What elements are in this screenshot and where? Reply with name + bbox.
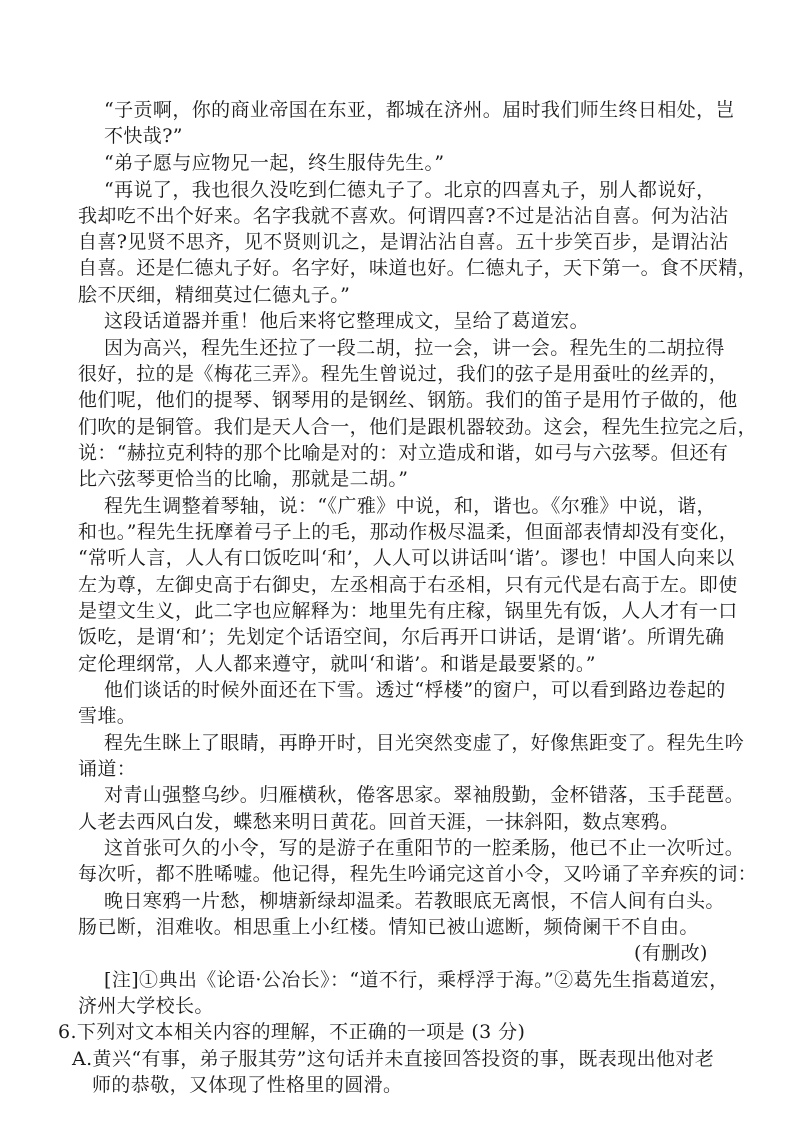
text-line: 诵道： (78, 758, 137, 780)
poem-line: 人老去西风白发，蝶愁来明日黄花。回首天涯，一抹斜阳，数点寒鸦。 (78, 811, 680, 833)
text-line: “弟子愿与应物兄一起，终生服侍先生。” (104, 152, 445, 174)
text-line: 比六弦琴更恰当的比喻，那就是二胡。” (78, 468, 409, 490)
text-line: 程先生眯上了眼睛，再睁开时，目光突然变虚了，好像焦距变了。程先生吟 (104, 732, 745, 754)
option-a-line: 师的恭敬，又体现了性格里的圆滑。 (92, 1074, 403, 1096)
text-line: 程先生调整着琴轴，说：“《广雅》中说，和，谐也。《尔雅》中说，谐， (104, 495, 716, 517)
footnote-line: [注]①典出《论语·公冶长》：“道不行，乘桴浮于海。”②葛先生指葛道宏， (104, 969, 729, 991)
text-line: 定伦理纲常，人人都来遵守，就叫‘和谐’。和谐是最要紧的。” (78, 653, 596, 675)
text-line: 自喜。还是仁德丸子好。名字好，味道也好。仁德丸子，天下第一。食不厌精， (78, 257, 758, 279)
poem-line: 肠已断，泪难收。相思重上小红楼。情知已被山遮断，频倚阑干不自由。 (78, 916, 699, 938)
footnote-line: 济州大学校长。 (78, 995, 214, 1017)
text-line: 左为尊，左御史高于右御史，左丞相高于右丞相，只有元代是右高于左。即使 (78, 574, 738, 596)
text-line: 是望文生义，此二字也应解释为：地里先有庄稼，锅里先有饭，人人才有一口 (78, 600, 738, 622)
text-line: 雪堆。 (78, 705, 137, 727)
text-line: 这段话道器并重！他后来将它整理成文，呈给了葛道宏。 (104, 310, 590, 332)
text-line: 这首张可久的小令，写的是游子在重阳节的一腔柔肠，他已不止一次听过。 (104, 837, 745, 859)
text-line: 他们呢，他们的提琴、钢琴用的是钢丝、钢筋。我们的笛子是用竹子做的，他 (78, 389, 738, 411)
text-line: 每次听，都不胜唏嘘。他记得，程先生吟诵完这首小令，又吟诵了辛弃疾的词： (78, 863, 758, 885)
text-line: 因为高兴，程先生还拉了一段二胡，拉一会，讲一会。程先生的二胡拉得 (104, 337, 725, 359)
text-line: 和也。”程先生抚摩着弓子上的毛，那动作极尽温柔，但面部表情却没有变化， (78, 521, 739, 543)
text-line: “再说了，我也很久没吃到仁德丸子了。北京的四喜丸子，别人都说好， (104, 179, 716, 201)
edit-note: (有删改) (634, 942, 708, 964)
poem-line: 晚日寒鸦一片愁，柳塘新绿却温柔。若教眼底无离恨，不信人间有白头。 (104, 890, 725, 912)
text-line: “常听人言，人人有口饭吃叫‘和’，人人可以讲话叫‘谐’。谬也！中国人向来以 (78, 547, 735, 569)
text-line: “子贡啊，你的商业帝国在东亚，都城在济州。届时我们师生终日相处，岂 (104, 99, 735, 121)
text-line: 饭吃，是谓‘和’；先划定个话语空间，尔后再开口讲话，是谓‘谐’。所谓先确 (78, 626, 725, 648)
text-line: 他们谈话的时候外面还在下雪。透过“桴楼”的窗户，可以看到路边卷起的 (104, 679, 726, 701)
option-a-line: A.黄兴“有事，弟子服其劳”这句话并未直接回答投资的事，既表现出他对老 (72, 1048, 715, 1070)
question-stem: 6.下列对文本相关内容的理解，不正确的一项是 (3 分) (58, 1021, 526, 1043)
text-line: 很好，拉的是《梅花三弄》。程先生曾说过，我们的弦子是用蚕吐的丝弄的， (78, 363, 729, 385)
text-line: 脍不厌细，精细莫过仁德丸子。” (78, 284, 351, 306)
text-line: 不快哉?” (104, 125, 183, 147)
text-line: 我却吃不出个好来。名字我就不喜欢。何谓四喜?不过是沾沾自喜。何为沾沾 (78, 205, 729, 227)
text-line: 说：“赫拉克利特的那个比喻是对的：对立造成和谐，如弓与六弦琴。但还有 (78, 442, 729, 464)
text-line: 们吹的是铜管。我们是天人合一，他们是跟机器较劲。这会，程先生拉完之后， (78, 416, 758, 438)
text-line: 自喜?见贤不思齐，见不贤则讥之，是谓沾沾自喜。五十步笑百步，是谓沾沾 (78, 231, 729, 253)
poem-line: 对青山强整乌纱。归雁横秋，倦客思家。翠袖殷勤，金杯错落，玉手琵琶。 (104, 784, 745, 806)
